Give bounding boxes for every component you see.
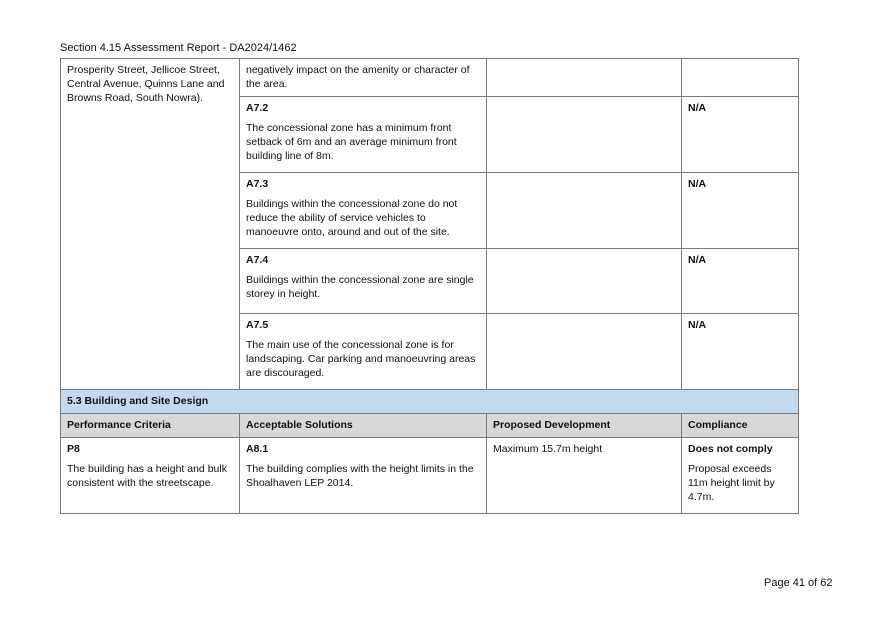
proposed-development-cell (487, 314, 682, 390)
solution-text: Buildings within the concessional zone are single storey in height. (246, 274, 474, 300)
proposed-development-cell (487, 97, 682, 173)
compliance-text: N/A (688, 254, 707, 266)
performance-criteria-cell (61, 438, 240, 514)
assessment-table (60, 58, 799, 514)
proposed-development-cell (487, 438, 682, 514)
criteria-text: Prosperity Street, Jellicoe Street, Central Avenue, Quinns Lane and Browns Road, South Nowra). (67, 64, 225, 104)
section-heading-row (61, 390, 799, 414)
compliance-text: N/A (688, 102, 707, 114)
compliance-cell (682, 314, 799, 390)
compliance-cell (682, 249, 799, 314)
solution-text: The concessional zone has a minimum front setback of 6m and an average minimum front building line of 8m. (246, 122, 457, 162)
page-number: Page 41 of 62 (764, 577, 833, 589)
acceptable-solution-cell (240, 173, 487, 249)
column-header-row (61, 414, 799, 438)
column-header-compliance: Compliance (682, 414, 799, 438)
table-row-continued (61, 59, 799, 97)
solution-code: A7.2 (246, 102, 269, 114)
compliance-text: Proposal exceeds 11m height limit by 4.7m. (688, 463, 775, 503)
compliance-cell (682, 438, 799, 514)
acceptable-solution-cell (240, 438, 487, 514)
solution-code: A7.4 (246, 254, 269, 266)
solution-code: A8.1 (246, 443, 269, 455)
solution-text: negatively impact on the amenity or character of the area. (246, 64, 470, 90)
compliance-status: Does not comply (688, 443, 773, 455)
criteria-code: P8 (67, 443, 80, 455)
solution-text: Buildings within the concessional zone do not reduce the ability of service vehicles to manoeuvre onto, around and out of the site. (246, 198, 458, 238)
solution-text: The main use of the concessional zone is for landscaping. Car parking and manoeuvring areas are discouraged. (246, 339, 476, 379)
criteria-text: The building has a height and bulk consistent with the streetscape. (67, 463, 227, 489)
acceptable-solution-cell (240, 249, 487, 314)
solution-text: The building complies with the height limits in the Shoalhaven LEP 2014. (246, 463, 474, 489)
proposed-development-cell (487, 249, 682, 314)
section-heading: 5.3 Building and Site Design (61, 390, 799, 414)
solution-code: A7.5 (246, 319, 269, 331)
report-header: Section 4.15 Assessment Report - DA2024/1462 (60, 42, 297, 54)
column-header-performance: Performance Criteria (61, 414, 240, 438)
compliance-text: N/A (688, 319, 707, 331)
compliance-cell (682, 97, 799, 173)
column-header-development: Proposed Development (487, 414, 682, 438)
development-text: Maximum 15.7m height (493, 443, 603, 455)
column-header-solutions: Acceptable Solutions (240, 414, 487, 438)
table-row-p8 (61, 438, 799, 514)
compliance-cell (682, 173, 799, 249)
compliance-cell (682, 59, 799, 97)
proposed-development-cell (487, 59, 682, 97)
proposed-development-cell (487, 173, 682, 249)
acceptable-solution-cell (240, 97, 487, 173)
compliance-text: N/A (688, 178, 707, 190)
acceptable-solution-cell (240, 314, 487, 390)
solution-code: A7.3 (246, 178, 269, 190)
performance-criteria-cell (61, 59, 240, 390)
acceptable-solution-cell (240, 59, 487, 97)
